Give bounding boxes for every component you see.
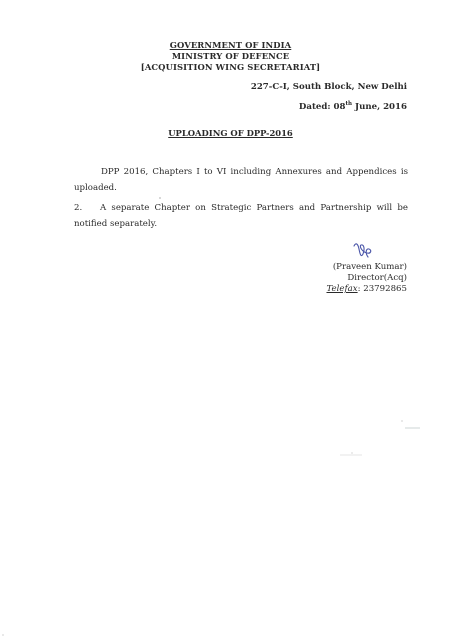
telefax-label: Telefax bbox=[326, 284, 358, 294]
signatory-name: (Praveen Kumar) bbox=[332, 262, 407, 272]
paragraph-2-number: 2. bbox=[74, 203, 83, 213]
letterhead bbox=[0, 40, 461, 73]
signature-image bbox=[352, 240, 374, 262]
date-ordinal: th bbox=[345, 101, 353, 107]
subject-heading: UPLOADING OF DPP-2016 bbox=[168, 128, 293, 138]
paragraph-2-text: A separate Chapter on Strategic Partners and Partnership will be notified separately. bbox=[74, 203, 408, 229]
paragraph-1: DPP 2016, Chapters I to VI including Annexures and Appendices is uploaded. bbox=[74, 167, 408, 193]
letterhead-government: GOVERNMENT OF INDIA bbox=[169, 40, 292, 50]
paragraph-2 bbox=[74, 201, 408, 232]
letterhead-wing: [ACQUISITION WING SECRETARIAT] bbox=[140, 62, 321, 72]
signoff-block bbox=[326, 262, 407, 295]
date-prefix: Dated: 08 bbox=[298, 101, 346, 112]
signatory-designation: Director(Acq) bbox=[347, 273, 407, 283]
telefax-number: : 23792865 bbox=[357, 284, 407, 294]
office-address: 227-C-I, South Block, New Delhi bbox=[250, 82, 407, 92]
letterhead-ministry: MINISTRY OF DEFENCE bbox=[171, 51, 290, 61]
date-rest: June, 2016 bbox=[352, 101, 407, 112]
telefax-line bbox=[326, 284, 407, 295]
date-line bbox=[299, 101, 407, 112]
